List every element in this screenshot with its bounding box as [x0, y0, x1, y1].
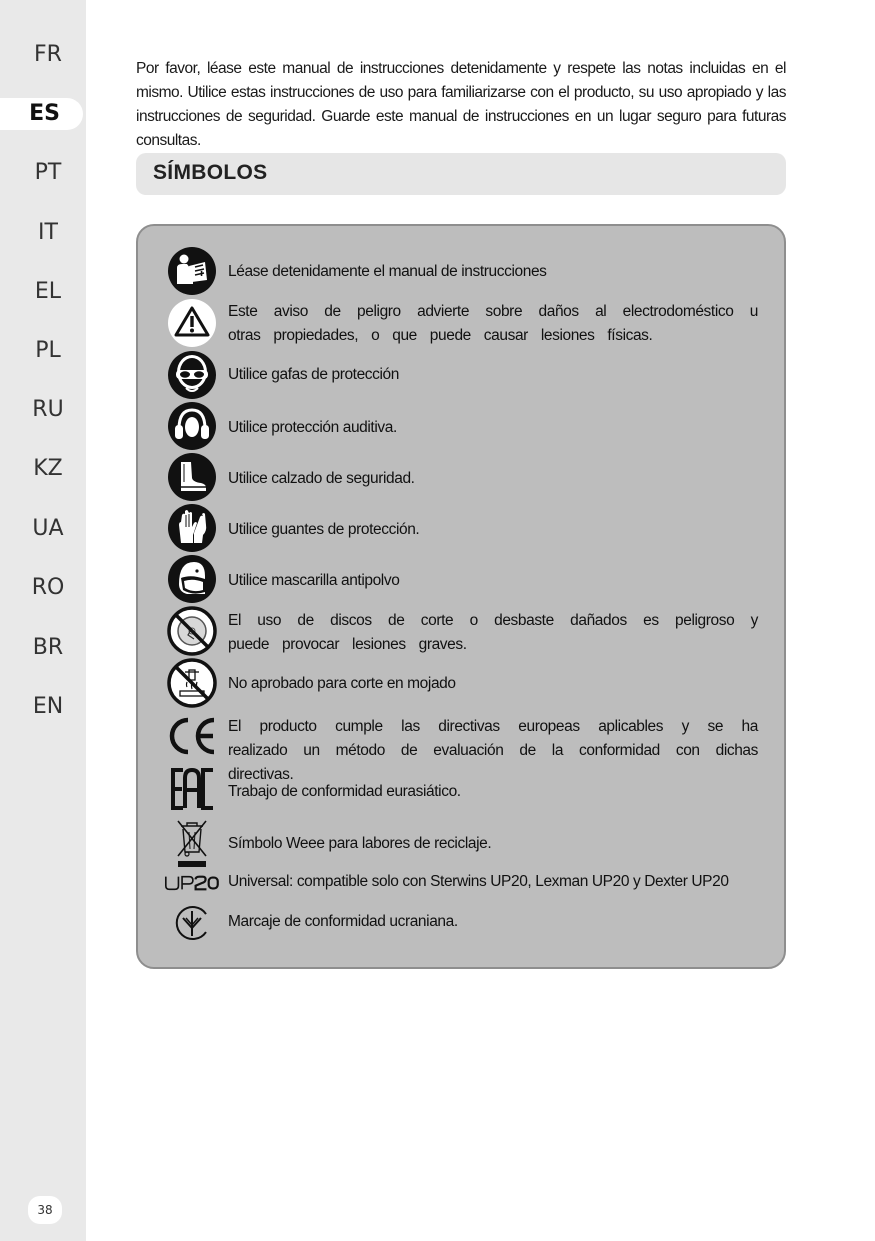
- intro-paragraph: Por favor, léase este manual de instrucciones detenidamente y respete las notas incluidas en el mismo. Utilice estas instrucciones de uso para familiarizarse con el producto, su uso apropiado y las instrucciones de seguridad. Guarde este manual de instrucciones en un lugar seguro para futuras consultas.: [136, 60, 786, 149]
- lang-tab-ro[interactable]: RO: [31, 575, 65, 600]
- lang-tab-el[interactable]: EL: [34, 279, 62, 304]
- warning-triangle-icon: [164, 298, 220, 348]
- symbol-text: El uso de discos de corte o desbaste dañados es peligroso y puede provocar lesiones graves.: [228, 612, 758, 653]
- read-manual-icon: [164, 246, 220, 296]
- lang-tab-br[interactable]: BR: [32, 635, 64, 660]
- symbol-text: Marcaje de conformidad ucraniana.: [228, 913, 458, 930]
- symbol-text: Léase detenidamente el manual de instrucciones: [228, 263, 547, 280]
- lang-tab-pl[interactable]: PL: [35, 338, 61, 363]
- ear-protection-icon: [164, 401, 220, 451]
- symbol-text: Este aviso de peligro advierte sobre daños al electrodoméstico u otras propiedades, o que puede causar lesiones físicas.: [228, 303, 758, 344]
- lang-tab-it[interactable]: IT: [38, 220, 58, 245]
- lang-tab-fr[interactable]: FR: [34, 42, 62, 67]
- lang-tab-kz[interactable]: KZ: [33, 456, 63, 481]
- symbol-text: Utilice mascarilla antipolvo: [228, 572, 400, 589]
- symbol-text: Utilice calzado de seguridad.: [228, 470, 415, 487]
- lang-tab-pt[interactable]: PT: [34, 160, 62, 185]
- safety-goggles-icon: [164, 350, 220, 400]
- language-sidebar: [0, 0, 86, 1241]
- symbol-text: Utilice guantes de protección.: [228, 521, 420, 538]
- no-wet-cutting-icon: [164, 658, 220, 708]
- page-number: 38: [28, 1196, 62, 1224]
- safety-boots-icon: [164, 452, 220, 502]
- symbol-text: El producto cumple las directivas europeas aplicables y se ha realizado un método de evaluación de la conformidad con dichas directivas.: [228, 718, 758, 783]
- symbol-text: Símbolo Weee para labores de reciclaje.: [228, 835, 492, 852]
- lang-tab-ua[interactable]: UA: [32, 516, 64, 541]
- up20-logo-icon: [164, 872, 220, 894]
- section-header: [136, 153, 786, 195]
- symbol-text: Utilice protección auditiva.: [228, 419, 397, 436]
- symbol-text: No aprobado para corte en mojado: [228, 675, 456, 692]
- section-title: SÍMBOLOS: [153, 161, 268, 184]
- ce-mark-icon: [164, 714, 220, 758]
- lang-tab-en[interactable]: EN: [32, 694, 64, 719]
- dust-mask-icon: [164, 554, 220, 604]
- symbol-text: Universal: compatible solo con Sterwins UP20, Lexman UP20 y Dexter UP20: [228, 873, 729, 890]
- lang-tab-es[interactable]: ES: [0, 98, 83, 130]
- svg-text:i: i: [200, 269, 204, 279]
- symbol-text: Utilice gafas de protección: [228, 366, 399, 383]
- no-damaged-disc-icon: [164, 606, 220, 656]
- protective-gloves-icon: [164, 503, 220, 553]
- ukrainian-conformity-icon: [164, 902, 220, 944]
- weee-bin-icon: [164, 816, 220, 868]
- symbol-text: Trabajo de conformidad eurasiático.: [228, 783, 461, 800]
- lang-tab-ru[interactable]: RU: [32, 397, 64, 422]
- symbols-panel: [136, 224, 786, 969]
- eac-mark-icon: [164, 766, 220, 812]
